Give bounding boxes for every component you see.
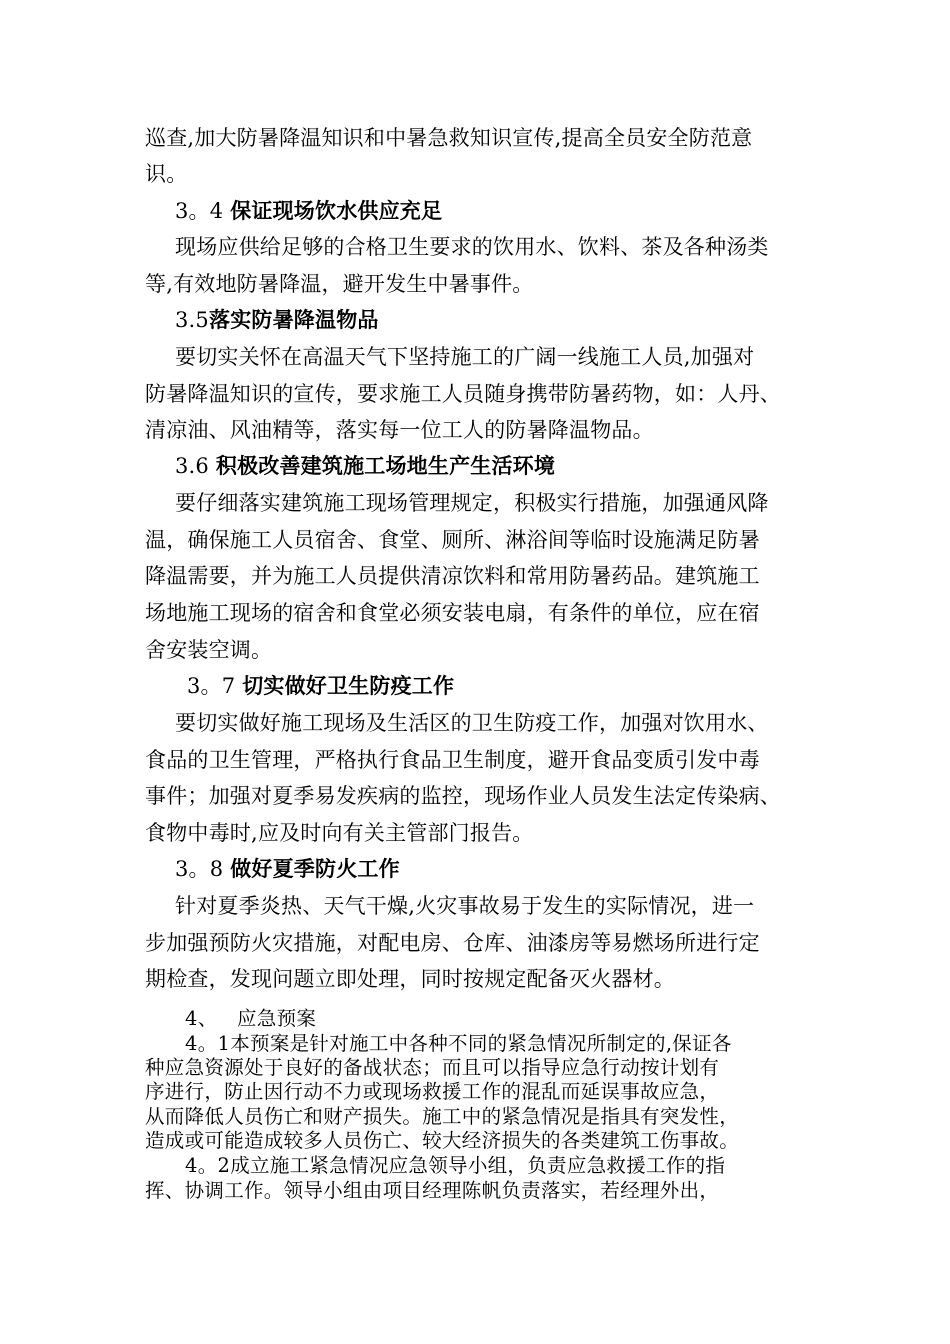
section-heading-3-4 [175, 197, 442, 225]
paragraph-line: 针对夏季炎热、天气干燥,火灾事故易于发生的实际情况，进一 [175, 894, 755, 918]
section-number: 3.6 [175, 454, 216, 478]
section-heading-4: 4、 应急预案 [185, 1007, 317, 1030]
paragraph-line: 从而降低人员伤亡和财产损失。施工中的紧急情况是指具有突发性， [145, 1105, 740, 1128]
paragraph-line: 温，确保施工人员宿舍、食堂、厕所、淋浴间等临时设施满足防暑 [145, 528, 760, 552]
paragraph-line: 清凉油、风油精等，落实每一位工人的防暑降温物品。 [145, 418, 654, 442]
paragraph-line: 4。2成立施工紧急情况应急领导小组，负责应急救援工作的指 [185, 1154, 726, 1177]
paragraph-line: 现场应供给足够的合格卫生要求的饮用水、饮料、茶及各种汤类 [175, 235, 769, 259]
paragraph-line: 挥、协调工作。领导小组由项目经理陈帆负责落实，若经理外出， [145, 1179, 720, 1202]
paragraph-line: 等,有效地防暑降温，避开发生中暑事件。 [145, 272, 534, 296]
paragraph-line: 食品的卫生管理，严格执行食品卫生制度，避开食品变质引发中毒 [145, 748, 760, 772]
section-number: 3。4 [175, 199, 231, 223]
section-number: 3.5 [175, 308, 209, 332]
paragraph-line: 期检查，发现问题立即处理，同时按规定配备灭火器材。 [145, 967, 675, 991]
section-number: 3。7 [187, 674, 243, 698]
paragraph-line: 食物中毒时,应及时向有关主管部门报告。 [145, 821, 534, 845]
paragraph-line: 4。1本预案是针对施工中各种不同的紧急情况所制定的,保证各 [185, 1032, 732, 1055]
section-title: 做好夏季防火工作 [230, 856, 400, 881]
section-title: 保证现场饮水供应充足 [230, 198, 443, 223]
section-number: 3。8 [175, 857, 231, 881]
section-heading-3-8 [175, 855, 400, 883]
paragraph-line: 造成或可能造成较多人员伤亡、较大经济损失的各类建筑工伤事故。 [145, 1129, 740, 1152]
paragraph-line: 防暑降温知识的宣传，要求施工人员随身携带防暑药物，如：人丹、 [145, 382, 781, 406]
section-heading-3-5 [175, 306, 379, 334]
section-title: 落实防暑降温物品 [209, 307, 379, 332]
paragraph-line: 种应急资源处于良好的备战状态；而且可以指导应急行动按计划有 [145, 1056, 720, 1079]
paragraph-line: 序进行，防止因行动不力或现场救援工作的混乱而延误事故应急， [145, 1080, 720, 1103]
section-heading-3-7 [187, 672, 454, 700]
paragraph-line: 舍安装空调。 [145, 638, 273, 662]
paragraph-line: 识。 [145, 162, 188, 186]
paragraph-line: 事件；加强对夏季易发疾病的监控，现场作业人员发生法定传染病、 [145, 784, 781, 808]
paragraph-line: 场地施工现场的宿舍和食堂必须安装电扇，有条件的单位，应在宿 [145, 601, 760, 625]
paragraph-line: 要切实关怀在高温天气下坚持施工的广阔一线施工人员,加强对 [175, 345, 755, 369]
section-title: 积极改善建筑施工场地生产生活环境 [215, 453, 556, 478]
section-title: 切实做好卫生防疫工作 [242, 673, 455, 698]
paragraph-line: 要切实做好施工现场及生活区的卫生防疫工作，加强对饮用水、 [175, 711, 769, 735]
section-heading-3-6 [175, 452, 555, 480]
paragraph-line: 步加强预防火灾措施，对配电房、仓库、油漆房等易燃场所进行定 [145, 931, 760, 955]
paragraph-line: 巡查,加大防暑降温知识和中暑急救知识宣传,提高全员安全防范意 [145, 126, 753, 150]
paragraph-line: 降温需要，并为施工人员提供清凉饮料和常用防暑药品。建筑施工 [145, 564, 760, 588]
paragraph-line: 要仔细落实建筑施工现场管理规定，积极实行措施，加强通风降 [175, 491, 769, 515]
